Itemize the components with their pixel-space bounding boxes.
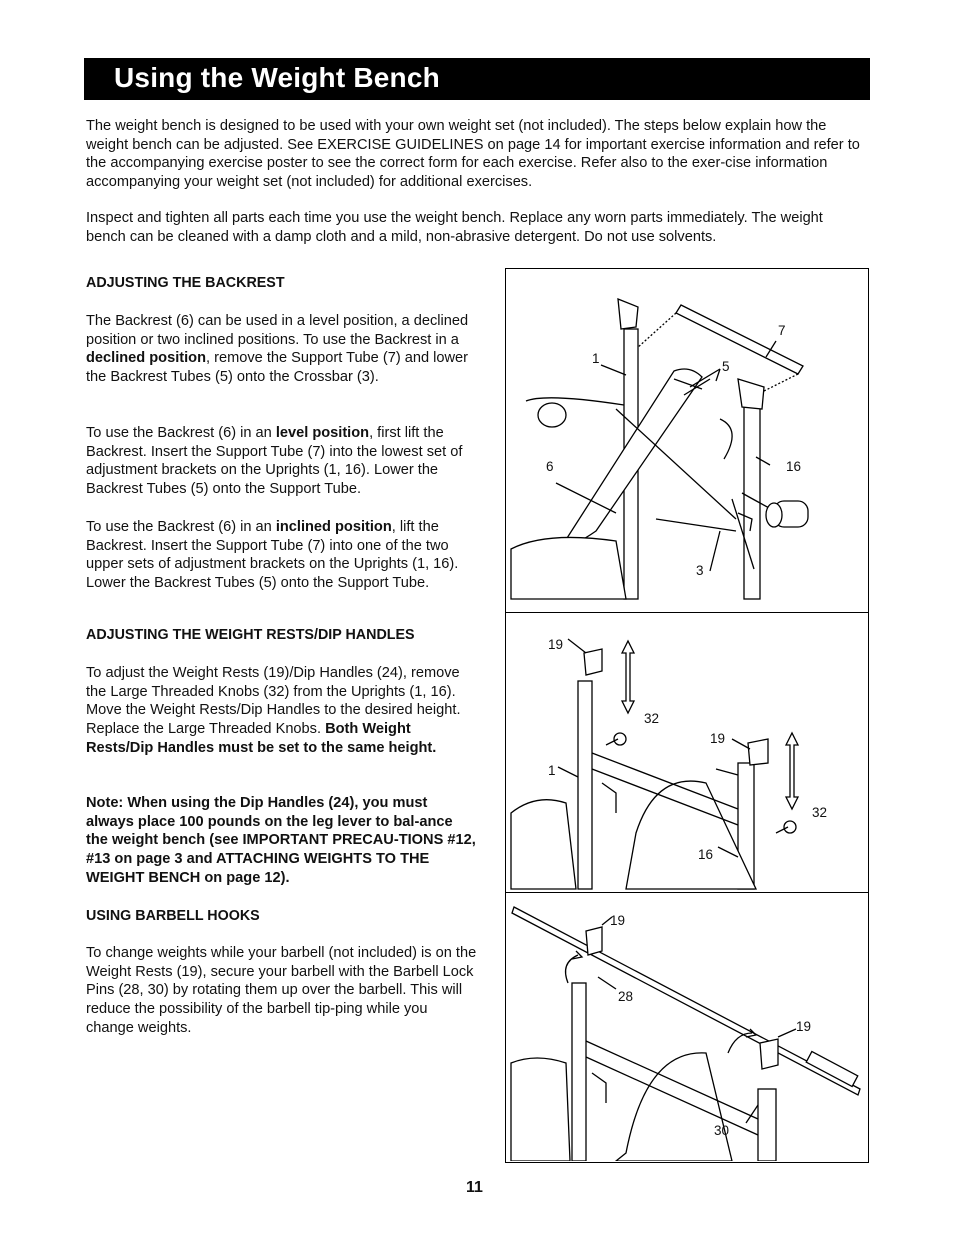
label-16: 16 [786,459,802,474]
rests-paragraph-1 [86,664,478,758]
rests-note: Note: When using the Dip Handles (24), you must always place 100 pounds on the leg lever to bal-ance the weight bench (see IMPORTANT PRECAU-TIONS #12, #13 on page 3 and ATTACHING WEIGHTS TO THE WEIGHT BENCH on page 12). [86,795,476,886]
label-28: 28 [618,989,634,1004]
text-run: , remove the Support Tube (7) and lower the Backrest Tubes (5) onto the Crossbar (3). [86,350,469,386]
text-run: , lift the Backrest. Insert the Support Tube (7) into one of the two upper sets of adjustment brackets on the Uprights (1, 16). Lower the Backrest Tubes (5) onto the Support Tube. [86,519,459,592]
label-32b: 32 [812,805,828,820]
bold-run: level position [275,425,370,441]
label-5: 5 [722,359,730,374]
backrest-heading: ADJUSTING THE BACKREST [86,275,285,291]
label-19a: 19 [548,637,564,652]
backrest-figure [505,268,869,613]
text-run: To use the Backrest (6) in an [86,425,276,441]
page-number: 11 [466,1179,483,1196]
label-3: 3 [696,563,704,578]
label-30: 30 [714,1123,730,1138]
text-run: The Backrest (6) can be used in a level position, a declined position or two inclined positions. To use the Backrest in a [86,313,469,348]
label-32a: 32 [644,711,660,726]
label-1: 1 [592,351,600,366]
page-title: Using the Weight Bench [114,62,440,93]
text-run: , first lift the Backrest. Insert the Support Tube (7) into the lowest set of adjustment brackets on the Uprights (1, 16). Lower the Backrest Tubes (5) onto the Support Tube. [86,425,463,498]
label-1: 1 [548,763,556,778]
intro-paragraph-1: The weight bench is designed to be used with your own weight set (not included). The steps below explain how the weight bench can be adjusted. See EXERCISE GUIDELINES on page 14 for important exercise information and refer to the accompanying exercise poster to see the correct form for each exercise. Refer also to the exer-cise information accompanying your weight set (not included) for additional exercises. [86,118,860,190]
backrest-paragraph-2 [86,424,478,499]
backrest-diagram [506,269,868,611]
hooks-heading: USING BARBELL HOOKS [86,908,260,924]
weight-rests-diagram [506,613,868,891]
backrest-paragraph-3 [86,518,478,593]
bold-run: inclined position [275,519,392,535]
barbell-hooks-figure [505,892,869,1163]
text-run: To adjust the Weight Rests (19)/Dip Handles (24), remove the Large Threaded Knobs (32) from the Uprights (1, 16). Move the Weight Rests/Dip Handles to the desired height. Replace the Large Threaded Knobs. [86,665,461,738]
label-19b: 19 [710,731,726,746]
title-bar [84,58,870,100]
hooks-paragraph-1: To change weights while your barbell (not included) is on the Weight Rests (19), secure your barbell with the Barbell Lock Pins (28, 30) by rotating them up over the barbell. This will reduce the possibility of the barbell tip-ping while you change weights. [86,945,477,1036]
text-run: To use the Backrest (6) in an [86,519,276,535]
rests-heading: ADJUSTING THE WEIGHT RESTS/DIP HANDLES [86,627,415,643]
label-6: 6 [546,459,554,474]
intro-paragraph-2: Inspect and tighten all parts each time you use the weight bench. Replace any worn parts immediately. The weight bench can be cleaned with a damp cloth and a mild, non-abrasive detergent. Do not use solvents. [86,210,823,245]
backrest-paragraph-1 [86,312,478,387]
label-19b: 19 [796,1019,812,1034]
bold-run: Both Weight Rests/Dip Handles must be set to the same height. [86,721,437,756]
label-19a: 19 [610,913,626,928]
barbell-hooks-diagram [506,893,868,1161]
weight-rests-figure [505,612,869,893]
label-16: 16 [698,847,714,862]
bold-run: declined position [86,350,206,367]
label-7: 7 [778,323,786,338]
